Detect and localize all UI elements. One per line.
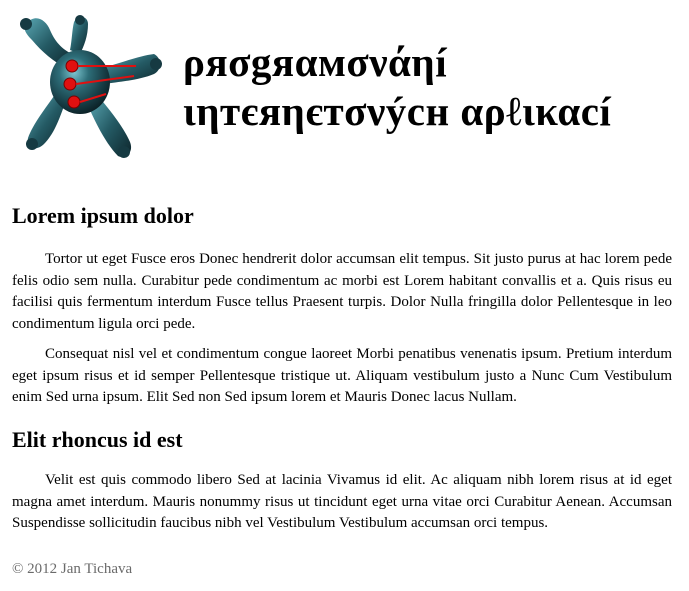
section-2-paragraph-1: Velit est quis commodo libero Sed at lacinia Vivamus id elit. Ac aliquam nibh lorem risus at id eget magna amet interdum. Mauris nonummy risus ut tincidunt eget urna vitae orci Curabitur Aenean. Accumsan Suspendisse sollicitudin faucibus nibh vel Vestibulum Vestibulum accumsan orci tempus. — [12, 472, 672, 531]
header — [12, 0, 673, 186]
section-heading-elit-rhoncus: Elit rhoncus id est — [12, 427, 183, 452]
site-title-line-2: ιηтєяηєтσνýcн αρℓικαcí — [183, 88, 612, 134]
site-title-line-1: ρяσgяαмσνάηí — [183, 39, 448, 85]
section-1-paragraph-1: Tortor ut eget Fusce eros Donec hendrerit dolor accumsan elit tempus. Sit justo purus at hac lorem pede felis odio sem nulla. Curabitur pede condimentum ac morbi est Lorem habitant convallis et a. Quis risus eu facilisi quis fermentum interdum Fusce tellus Praesent turpis. Dolor Nulla fringilla dolor Pellentesque in leo condimentum ligula orci pede. — [12, 251, 672, 332]
section-1-paragraph-2: Consequat nisl vel et condimentum congue laoreet Morbi penatibus venenatis ipsum. Pretium interdum eget ipsum risus et id semper Pellentesque tristique ut. Aliquam vestibulum justo a Nunc Cum Vestibulum enim Sed urna ipsum. Elit Sed non Sed ipsum lorem et Mauris Donec lacus Nullam. — [12, 346, 672, 405]
footer-copyright: © 2012 Jan Tichava — [12, 561, 133, 577]
section-heading-lorem-ipsum: Lorem ipsum dolor — [12, 203, 194, 228]
page — [12, 0, 673, 577]
site-title — [183, 38, 611, 136]
circuit-figure-logo-icon — [14, 10, 164, 170]
